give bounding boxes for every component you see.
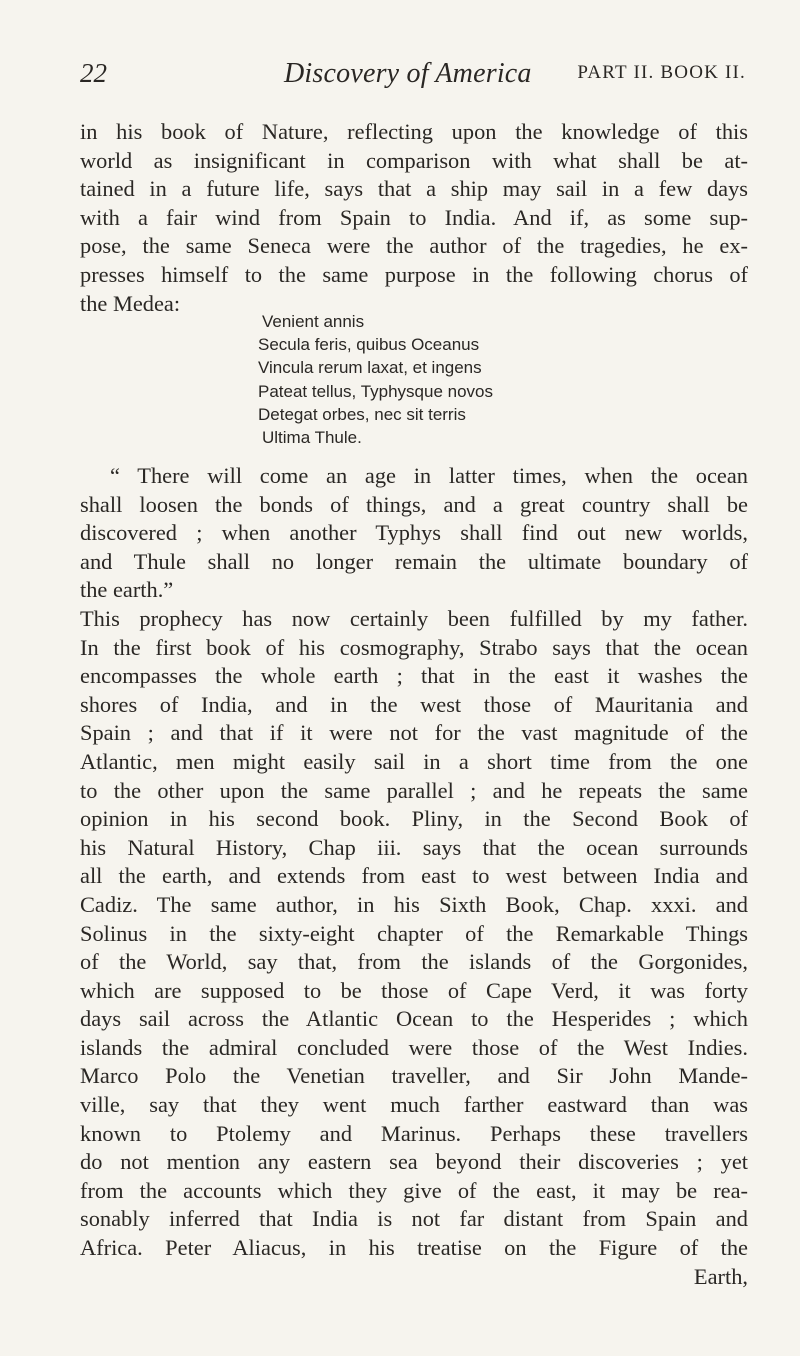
text-line: known to Ptolemy and Marinus. Perhaps these travellers xyxy=(80,1120,748,1146)
text-line: shores of India, and in the west those of Mauritania and xyxy=(80,691,748,717)
text-line: ville, say that they went much farther eastward than was xyxy=(80,1092,748,1118)
text-line: world as insignificant in comparison with what shall be at- xyxy=(80,147,748,173)
verse-line: Vincula rerum laxat, et ingens xyxy=(258,358,482,378)
running-section: PART II. BOOK II. xyxy=(577,62,746,83)
text-line: In the first book of his cosmography, Strabo says that the ocean xyxy=(80,634,748,660)
text-line: Marco Polo the Venetian traveller, and Sir John Mande- xyxy=(80,1063,748,1089)
text-line: shall loosen the bonds of things, and a great country shall be xyxy=(80,491,748,517)
text-line: from the accounts which they give of the east, it may be rea- xyxy=(80,1177,748,1203)
text-line: all the earth, and extends from east to west between India and xyxy=(80,863,748,889)
main-paragraph xyxy=(80,462,748,1291)
verse-line: Ultima Thule. xyxy=(262,428,362,448)
verse-line: Pateat tellus, Typhysque novos xyxy=(258,381,494,401)
text-line: Africa. Peter Aliacus, in his treatise on the Figure of the xyxy=(80,1235,748,1261)
text-line: with a fair wind from Spain to India. And if, as some sup- xyxy=(80,204,748,230)
text-line: of the World, say that, from the islands of the Gorgonides, xyxy=(80,949,748,975)
text-line: encompasses the whole earth ; that in the east it washes the xyxy=(80,663,748,689)
text-line: “ There will come an age in latter times, when the ocean xyxy=(110,463,748,488)
text-line: discovered ; when another Typhys shall find out new worlds, xyxy=(80,520,748,546)
latin-verse xyxy=(258,310,518,449)
text-line: days sail across the Atlantic Ocean to the Hesperides ; which xyxy=(80,1006,748,1032)
text-line: Atlantic, men might easily sail in a short time from the one xyxy=(80,748,748,774)
text-line: sonably inferred that India is not far distant from Spain and xyxy=(80,1206,748,1232)
running-title: Discovery of America xyxy=(284,58,532,89)
page-number: 22 xyxy=(80,58,107,88)
text-line: the Medea: xyxy=(80,290,181,316)
text-line: Cadiz. The same author, in his Sixth Book, Chap. xxxi. and xyxy=(80,891,748,917)
text-line: to the other upon the same parallel ; and he repeats the same xyxy=(80,777,748,803)
text-line: his Natural History, Chap iii. says that the ocean surrounds xyxy=(80,834,748,860)
text-line: pose, the same Seneca were the author of the tragedies, he ex- xyxy=(80,233,748,259)
text-line: do not mention any eastern sea beyond their discoveries ; yet xyxy=(80,1149,748,1175)
text-line: Solinus in the sixty-eight chapter of the Remarkable Things xyxy=(80,920,748,946)
text-line: which are supposed to be those of Cape Verd, it was forty xyxy=(80,977,748,1003)
verse-line: Secula feris, quibus Oceanus xyxy=(258,335,480,355)
catchword: Earth, xyxy=(693,1263,748,1289)
text-line: tained in a future life, says that a ship may sail in a few days xyxy=(80,176,748,202)
verse-line: Detegat orbes, nec sit terris xyxy=(258,404,466,424)
text-line: and Thule shall no longer remain the ultimate boundary of xyxy=(80,548,748,574)
text-line: Spain ; and that if it were not for the vast magnitude of the xyxy=(80,720,748,746)
text-line: in his book of Nature, reflecting upon the knowledge of this xyxy=(80,119,748,144)
text-line: the earth.” xyxy=(80,577,174,603)
text-line: presses himself to the same purpose in the following chorus of xyxy=(80,261,748,287)
text-line: islands the admiral concluded were those of the West Indies. xyxy=(80,1034,748,1060)
running-head xyxy=(80,58,746,94)
intro-paragraph xyxy=(80,118,748,318)
text-line: opinion in his second book. Pliny, in the Second Book of xyxy=(80,806,748,832)
text-line: This prophecy has now certainly been fulfilled by my father. xyxy=(80,605,748,631)
verse-line: Venient annis xyxy=(262,312,365,331)
